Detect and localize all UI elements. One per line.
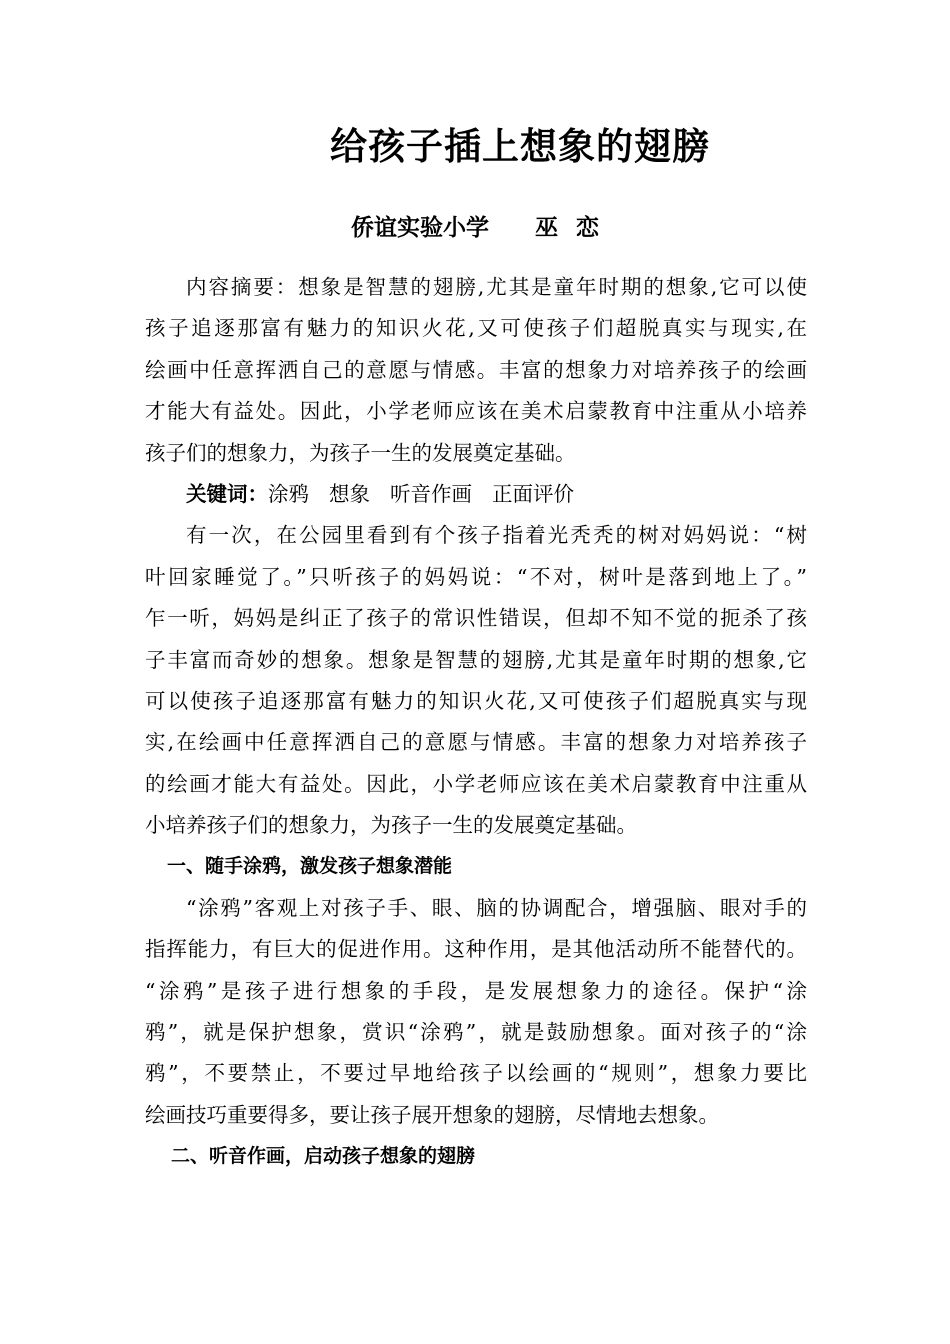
document-title: 给孩子插上想象的翅膀 (330, 125, 710, 168)
keyword: 听音作画 (390, 481, 472, 506)
section1-line: 绘画技巧重要得多，要让孩子展开想象的翅膀，尽情地去想象。 (145, 1102, 719, 1127)
section-heading-1: 一、随手涂鸦，激发孩子想象潜能 (167, 855, 453, 878)
author-name-first: 巫 (535, 215, 558, 241)
keyword: 正面评价 (492, 481, 574, 506)
intro-line: 小培养孩子们的想象力，为孩子一生的发展奠定基础。 (145, 813, 637, 838)
author-line (145, 210, 805, 246)
author-school: 侨谊实验小学 (351, 215, 489, 241)
abstract-line: 绘画中任意挥洒自己的意愿与情感。丰富的想象力对培养孩子的绘画 (145, 357, 807, 382)
section-heading-2: 二、听音作画，启动孩子想象的翅膀 (171, 1145, 476, 1168)
intro-line: 可以使孩子追逐那富有魅力的知识火花,又可使孩子们超脱真实与现 (145, 688, 807, 713)
section1-line: 鸦”，就是保护想象，赏识“涂鸦”，就是鼓励想象。面对孩子的“涂 (145, 1020, 807, 1045)
abstract-line: 才能大有益处。因此，小学老师应该在美术启蒙教育中注重从小培养 (145, 399, 807, 424)
section1-line: “涂鸦”是孩子进行想象的手段，是发展想象力的途径。保护“涂 (145, 978, 807, 1003)
intro-line: 叶回家睡觉了。”只听孩子的妈妈说：“不对，树叶是落到地上了。” (145, 564, 807, 589)
section1-line: “涂鸦”客观上对孩子手、眼、脑的协调配合，增强脑、眼对手的 (186, 895, 807, 920)
keyword: 涂鸦 (268, 481, 309, 506)
section1-line: 指挥能力，有巨大的促进作用。这种作用，是其他活动所不能替代的。 (145, 937, 807, 962)
abstract-line: 孩子追逐那富有魅力的知识火花,又可使孩子们超脱真实与现实,在 (145, 316, 807, 341)
author-name-second: 恋 (576, 215, 599, 241)
intro-line: 子丰富而奇妙的想象。想象是智慧的翅膀,尤其是童年时期的想象,它 (145, 647, 807, 672)
keywords-line (145, 474, 807, 515)
intro-line: 实,在绘画中任意挥洒自己的意愿与情感。丰富的想象力对培养孩子 (145, 730, 807, 755)
abstract-line: 孩子们的想象力，为孩子一生的发展奠定基础。 (145, 440, 576, 465)
document-body (145, 267, 807, 1178)
section1-line: 鸦”，不要禁止，不要过早地给孩子以绘画的“规则”，想象力要比 (145, 1061, 807, 1086)
intro-line: 有一次，在公园里看到有个孩子指着光秃秃的树对妈妈说：“树 (186, 523, 807, 548)
intro-line: 的绘画才能大有益处。因此，小学老师应该在美术启蒙教育中注重从 (145, 771, 807, 796)
keywords-label: 关键词： (186, 481, 268, 506)
abstract-line: 内容摘要：想象是智慧的翅膀,尤其是童年时期的想象,它可以使 (186, 275, 807, 299)
keyword: 想象 (329, 481, 370, 506)
intro-line: 乍一听，妈妈是纠正了孩子的常识性错误，但却不知不觉的扼杀了孩 (145, 606, 807, 631)
